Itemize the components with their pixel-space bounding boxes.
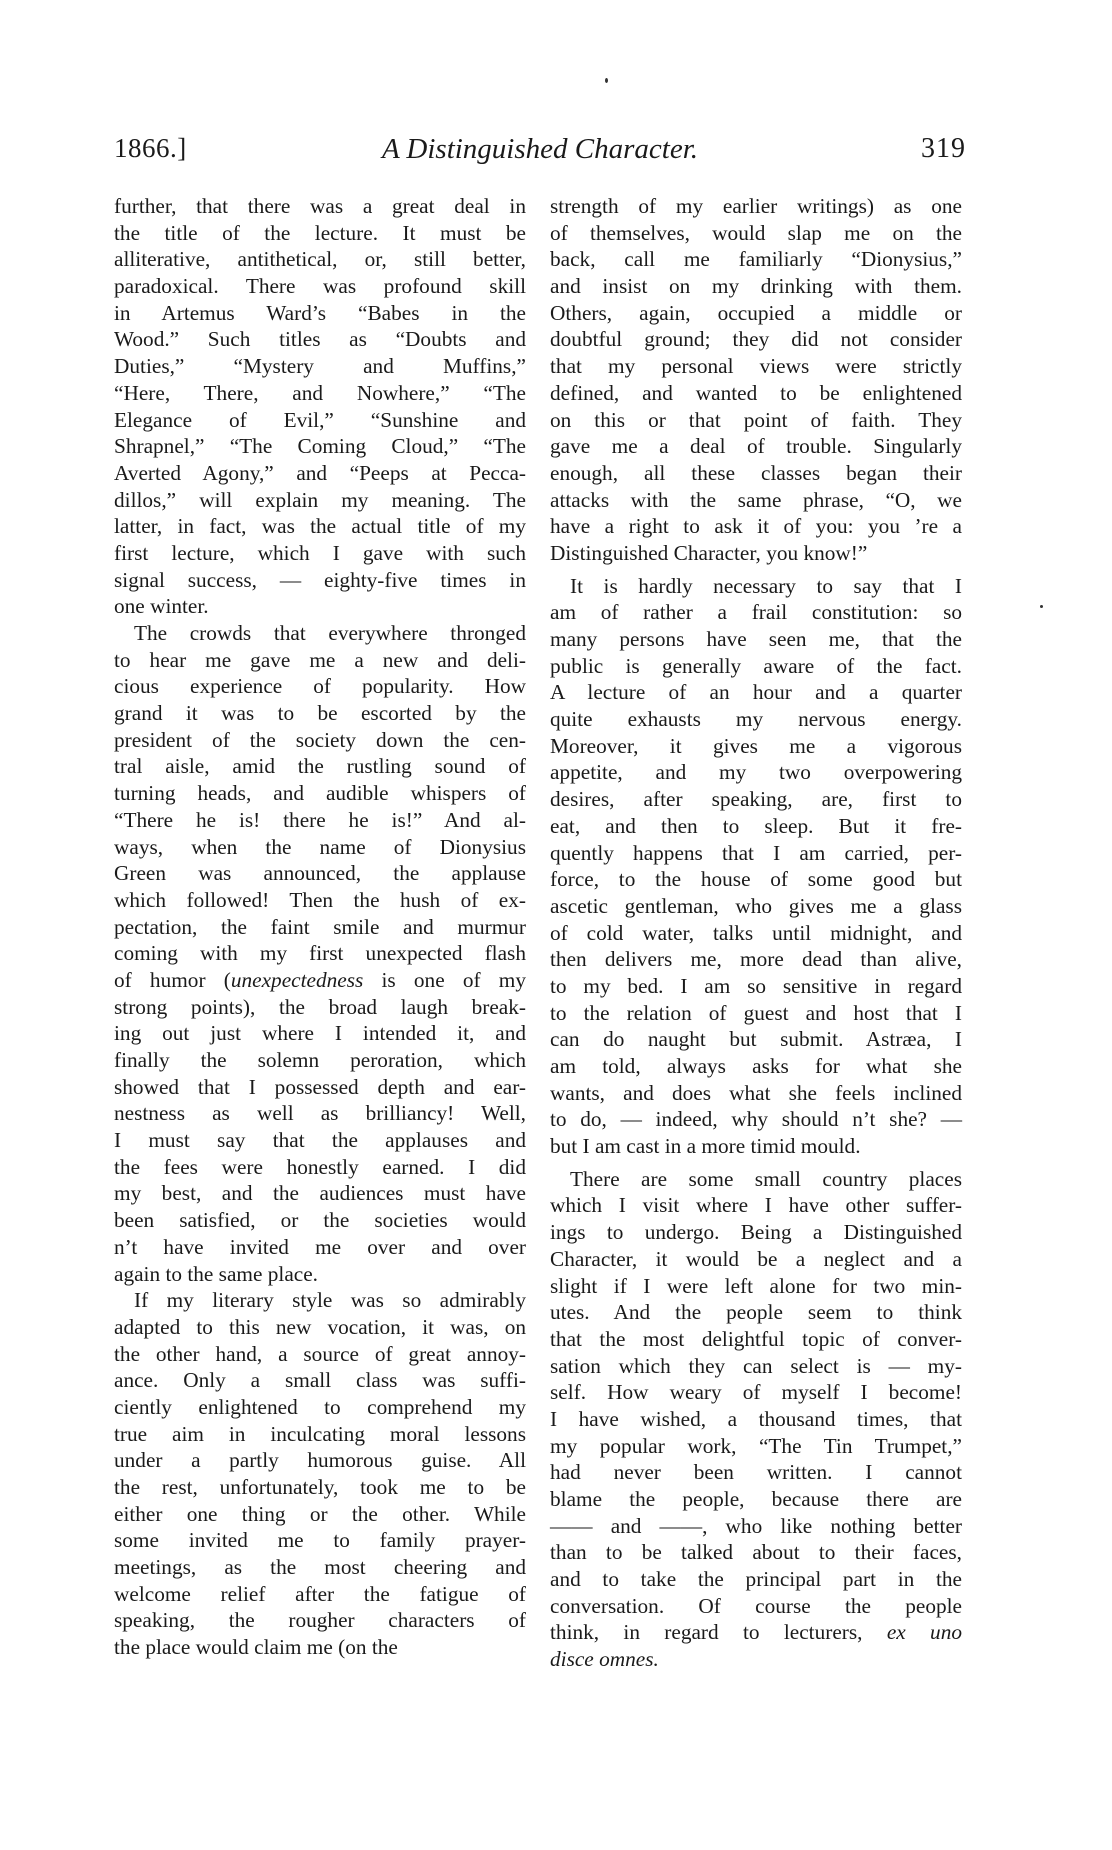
text-line: signal success, — eighty-five times in (114, 567, 526, 592)
text-line: gave me a deal of trouble. Singularly (550, 434, 962, 459)
text-line: in Artemus Ward’s “Babes in the (114, 300, 526, 325)
text-line: ing out just where I intended it, and (114, 1021, 526, 1046)
text-line: showed that I possessed depth and ear- (114, 1074, 526, 1099)
text-line: I must say that the applauses and (114, 1128, 526, 1153)
text-line: have a right to ask it of you: you ’re a (550, 514, 962, 539)
text-line: my best, and the audiences must have (114, 1181, 526, 1206)
text-line: under a partly humorous guise. All (114, 1448, 526, 1473)
text-line: Elegance of Evil,” “Sunshine and (114, 407, 526, 432)
text-line: true aim in inculcating moral lessons (114, 1421, 526, 1446)
text-line: can do naught but submit. Astræa, I (550, 1027, 962, 1052)
text-line: but I am cast in a more timid mould. (550, 1134, 861, 1159)
text-line: the title of the lecture. It must be (114, 220, 526, 245)
text-line: Duties,” “Mystery and Muffins,” (114, 354, 526, 379)
text-line: to hear me gave me a new and deli- (114, 647, 526, 672)
text-line: the other hand, a source of great annoy- (114, 1341, 526, 1366)
text-line: “Here, There, and Nowhere,” “The (114, 380, 526, 405)
text-line: on this or that point of faith. They (550, 407, 962, 432)
text-line: Averted Agony,” and “Peeps at Pecca- (114, 460, 526, 485)
text-line: eat, and then to sleep. But it fre- (550, 813, 962, 838)
text-line: utes. And the people seem to think (550, 1300, 962, 1325)
text-line: that the most delightful topic of conver- (550, 1326, 962, 1351)
text-line: ance. Only a small class was suffi- (114, 1368, 526, 1393)
text-line: am of rather a frail constitution: so (550, 600, 962, 625)
text-line: public is generally aware of the fact. (550, 653, 962, 678)
text-line: first lecture, which I gave with such (114, 540, 526, 565)
text-line: quently happens that I am carried, per- (550, 840, 962, 865)
text-line: many persons have seen me, that the (550, 627, 962, 651)
text-line: blame the people, because there are (550, 1487, 962, 1511)
text-line: finally the solemn peroration, which (114, 1048, 526, 1072)
text-line: dillos,” will explain my meaning. The (114, 487, 526, 512)
text-line: defined, and wanted to be enlightened (550, 380, 962, 405)
text-line: sation which they can select is — my- (550, 1353, 962, 1378)
italic-text: disce omnes. (550, 1647, 659, 1672)
text-line: and insist on my drinking with them. (550, 274, 962, 299)
text-line: meetings, as the most cheering and (114, 1555, 526, 1580)
text-line: grand it was to be escorted by the (114, 701, 526, 726)
paragraph (550, 193, 962, 567)
page-number: 319 (921, 133, 966, 164)
text-line: then delivers me, more dead than alive, (550, 947, 962, 972)
text-line: back, call me familiarly “Dionysius,” (550, 247, 962, 272)
text-line: further, that there was a great deal in (114, 194, 526, 218)
text-line: ascetic gentleman, who gives me a glass (550, 893, 962, 918)
text-line: Green was announced, the applause (114, 861, 526, 886)
paragraph (114, 620, 526, 1287)
text-line: attacks with the same phrase, “O, we (550, 487, 962, 512)
text-line: coming with my first unexpected flash (114, 941, 526, 966)
paragraph (550, 1166, 962, 1673)
text-line: to do, — indeed, why should n’t she? — (550, 1107, 962, 1132)
text-line: the fees were honestly earned. I did (114, 1154, 526, 1179)
text-line (550, 1646, 962, 1673)
print-speck (605, 78, 608, 83)
text-line: self. How weary of myself I become! (550, 1380, 962, 1405)
text-line: ciently enlightened to comprehend my (114, 1394, 526, 1419)
text-line: tral aisle, amid the rustling sound of (114, 754, 526, 779)
text-line: force, to the house of some good but (550, 867, 962, 892)
text-line: of humor (unexpectedness is one of my (114, 967, 526, 992)
text-line: It is hardly necessary to say that I (570, 573, 962, 598)
text-line: I have wished, a thousand times, that (550, 1406, 962, 1431)
text-line: paradoxical. There was profound skill (114, 274, 526, 299)
left-column (114, 193, 526, 1661)
text-line: am told, always asks for what she (550, 1054, 962, 1078)
text-line: pectation, the faint smile and murmur (114, 914, 526, 939)
text-line: enough, all these classes began their (550, 460, 962, 485)
text-line: nestness as well as brilliancy! Well, (114, 1101, 526, 1126)
text-line: either one thing or the other. While (114, 1501, 526, 1526)
text-line: to my bed. I am so sensitive in regard (550, 973, 962, 998)
text-line: had never been written. I cannot (550, 1460, 962, 1485)
text-line: Others, again, occupied a middle or (550, 300, 962, 325)
text-line: the place would claim me (on the (114, 1635, 398, 1660)
italic-text: ex uno (886, 1620, 962, 1645)
text-line: latter, in fact, was the actual title of my (114, 514, 526, 539)
text-line: my popular work, “The Tin Trumpet,” (550, 1433, 962, 1458)
text-line: president of the society down the cen- (114, 727, 526, 752)
text-line: of themselves, would slap me on the (550, 220, 962, 245)
text-line: one winter. (114, 594, 209, 619)
right-column (550, 193, 962, 1673)
header-title: A Distinguished Character. (381, 133, 699, 165)
text-line: n’t have invited me over and over (114, 1234, 526, 1259)
text-line: again to the same place. (114, 1261, 319, 1286)
text-line: doubtful ground; they did not consider (550, 327, 962, 352)
running-header (114, 133, 966, 167)
text-line: alliterative, antithetical, or, still better, (114, 247, 526, 272)
text-line: —— and ——, who like nothing better (550, 1513, 962, 1538)
text-line: to the relation of guest and host that I (550, 1000, 962, 1025)
text-line: think, in regard to lecturers, ex uno (550, 1620, 962, 1645)
italic-text: unexpectedness (230, 967, 364, 992)
header-year: 1866.] (114, 133, 187, 163)
text-line: been satisfied, or the societies would (114, 1208, 526, 1233)
text-line: welcome relief after the fatigue of (114, 1581, 526, 1606)
text-line: of cold water, talks until midnight, and (550, 920, 962, 945)
text-line: appetite, and my two overpowering (550, 760, 962, 785)
paragraph (114, 1287, 526, 1661)
text-line: strength of my earlier writings) as one (550, 194, 962, 218)
text-line: conversation. Of course the people (550, 1593, 962, 1618)
text-line: which followed! Then the hush of ex- (114, 887, 526, 912)
text-line: Distinguished Character, you know!” (550, 540, 868, 565)
text-line: “There he is! there he is!” And al- (114, 807, 526, 832)
text-line: Wood.” Such titles as “Doubts and (114, 327, 526, 352)
text-line: strong points), the broad laugh break- (114, 994, 526, 1019)
text-line: and to take the principal part in the (550, 1567, 962, 1592)
paragraph (550, 573, 962, 1160)
text-line: speaking, the rougher characters of (114, 1608, 526, 1633)
text-line: Moreover, it gives me a vigorous (550, 733, 962, 758)
text-line: some invited me to family prayer- (114, 1528, 526, 1553)
text-line: A lecture of an hour and a quarter (550, 680, 962, 705)
text-line: The crowds that everywhere thronged (134, 621, 526, 645)
text-line: ings to undergo. Being a Distinguished (550, 1220, 962, 1245)
text-line: the rest, unfortunately, took me to be (114, 1475, 526, 1499)
text-line: slight if I were left alone for two min- (550, 1273, 962, 1298)
text-line: which I visit where I have other suffer- (550, 1193, 962, 1218)
text-line: than to be talked about to their faces, (550, 1540, 962, 1565)
text-line: desires, after speaking, are, first to (550, 787, 962, 812)
text-line: turning heads, and audible whispers of (114, 781, 526, 806)
text-line: Shrapnel,” “The Coming Cloud,” “The (114, 434, 526, 459)
paragraph (114, 193, 526, 620)
text-line: If my literary style was so admirably (134, 1288, 526, 1313)
text-line: Character, it would be a neglect and a (550, 1246, 962, 1271)
text-line: There are some small country places (570, 1166, 962, 1191)
text-line: cious experience of popularity. How (114, 674, 526, 699)
text-line: adapted to this new vocation, it was, on (114, 1314, 526, 1339)
print-speck (1040, 605, 1043, 608)
text-line: wants, and does what she feels inclined (550, 1080, 962, 1105)
text-line: quite exhausts my nervous energy. (550, 707, 962, 732)
text-line: ways, when the name of Dionysius (114, 834, 526, 859)
text-line: that my personal views were strictly (550, 354, 962, 379)
